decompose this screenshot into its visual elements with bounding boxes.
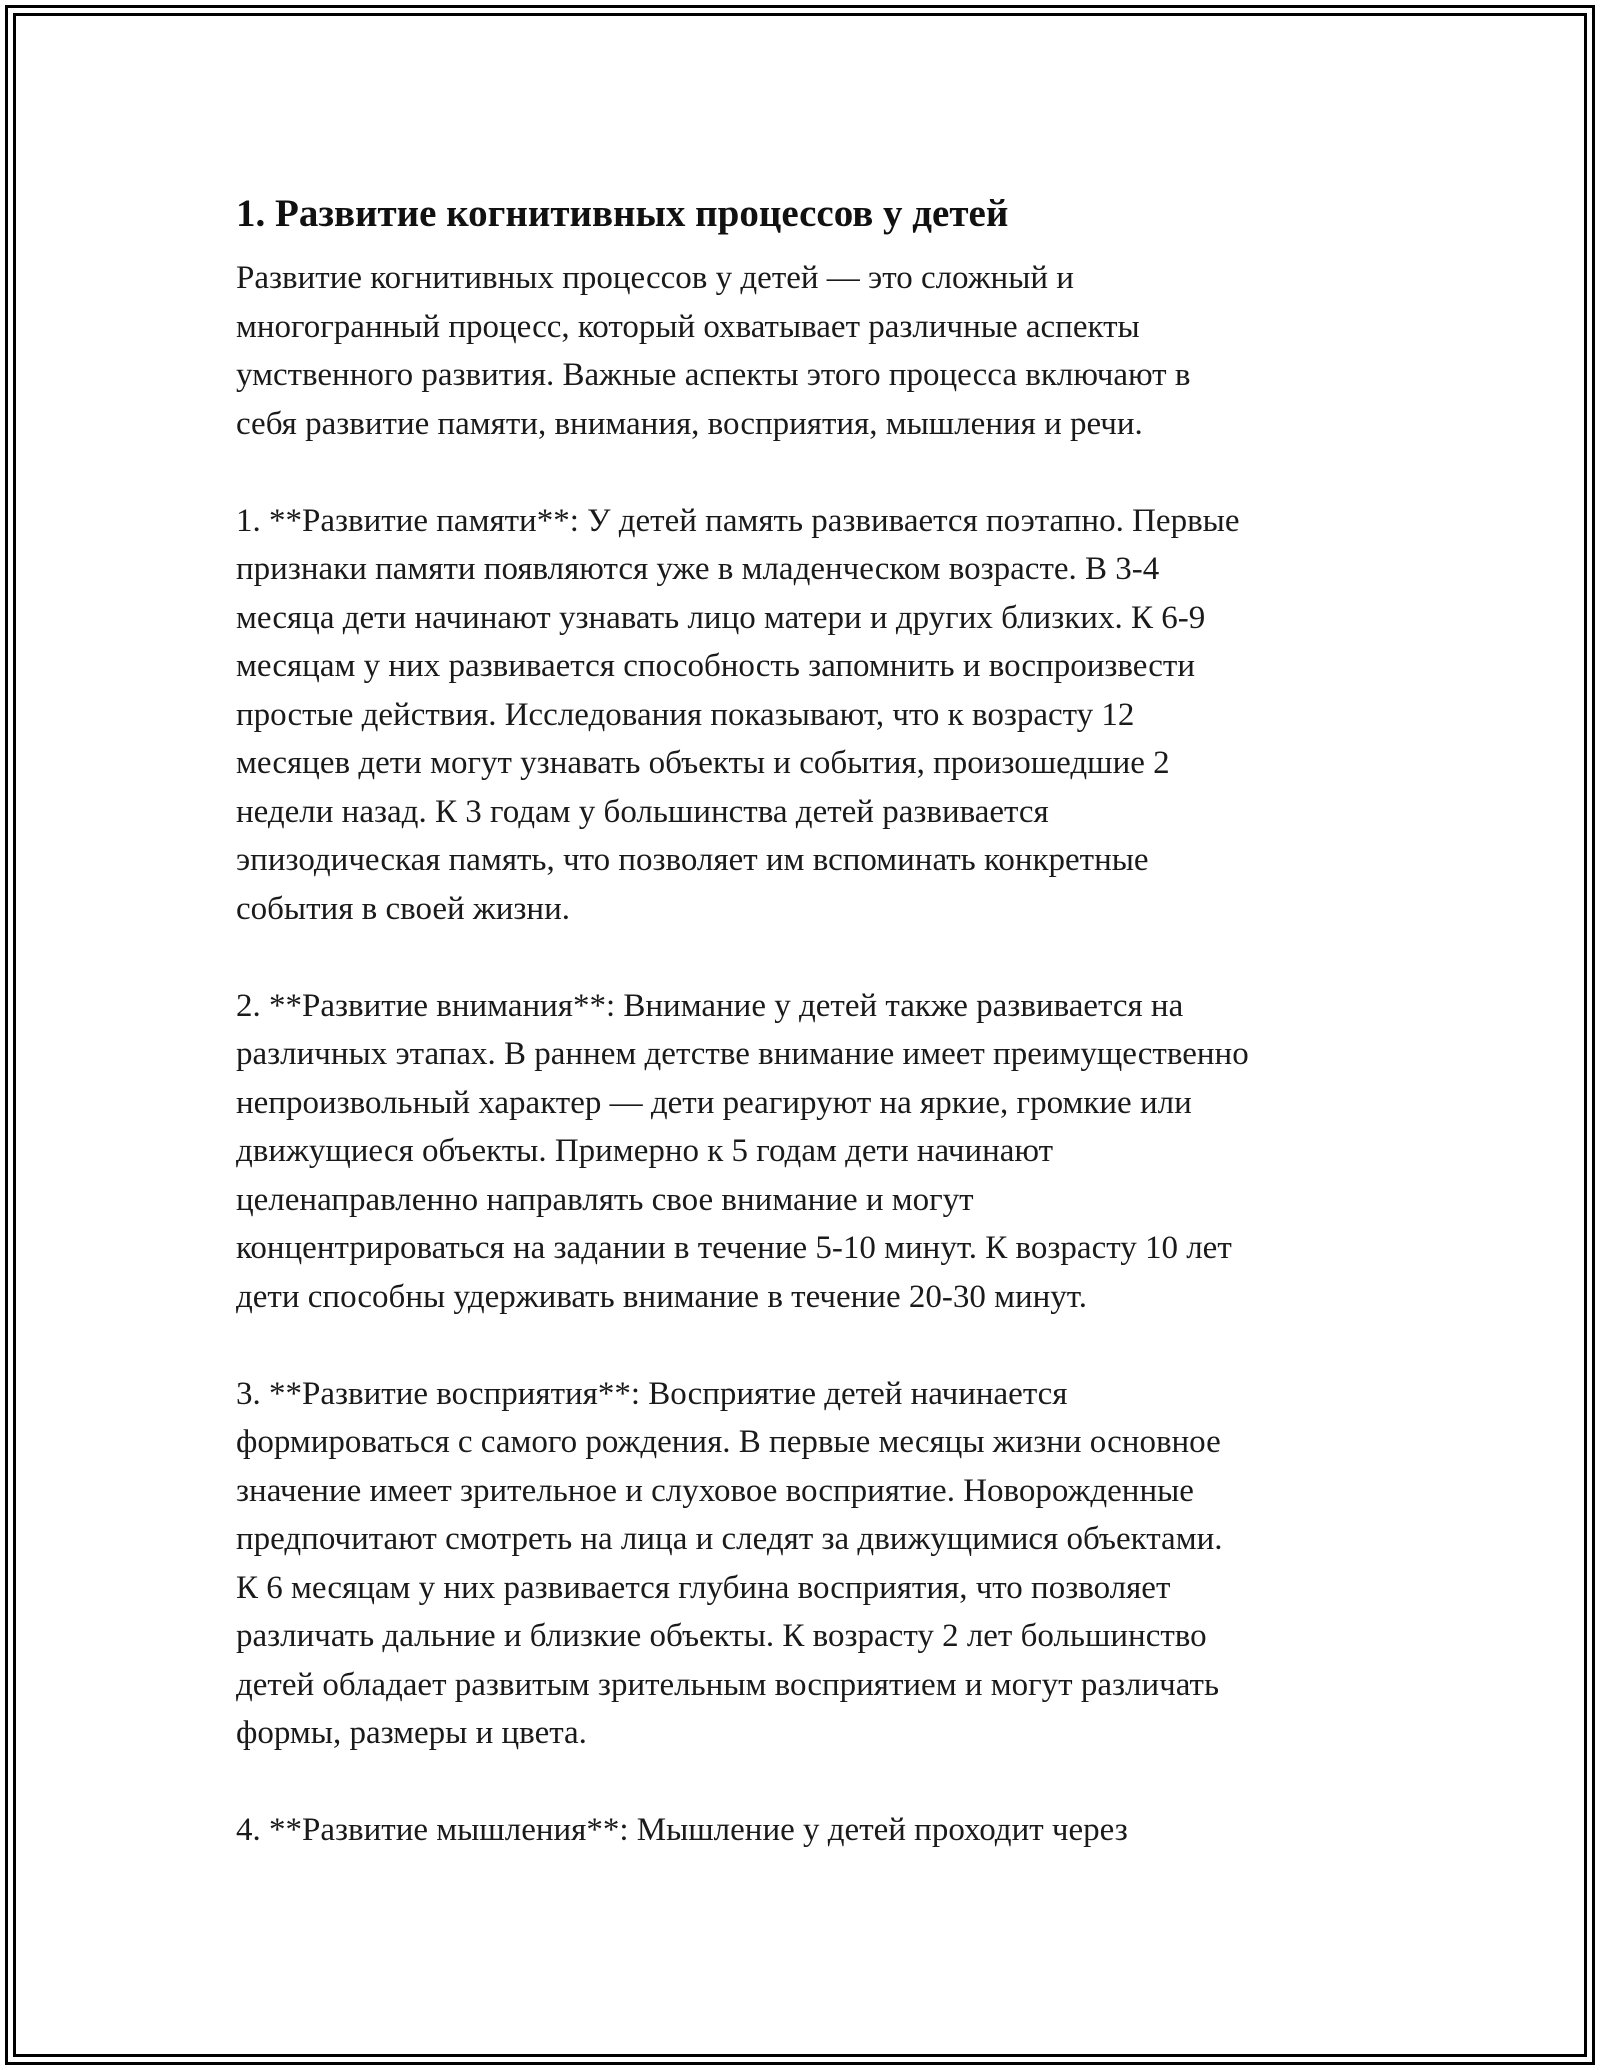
text-line: умственного развития. Важные аспекты этого процесса включают в <box>236 357 1191 393</box>
text-line: эпизодическая память, что позволяет им вспоминать конкретные <box>236 842 1149 878</box>
text-line: предпочитают смотреть на лица и следят за движущимися объектами. <box>236 1521 1223 1557</box>
text-line: целенаправленно направлять свое внимание и могут <box>236 1181 974 1218</box>
attention-paragraph <box>236 982 1376 1322</box>
text-line: непроизвольный характер — дети реагируют на яркие, громкие или <box>236 1084 1192 1121</box>
text-line: месяца дети начинают узнавать лицо матери и других близких. К 6-9 <box>236 599 1206 636</box>
text-line: 4. **Развитие мышления**: Мышление у детей проходит через <box>236 1812 1128 1848</box>
text-line: формы, размеры и цвета. <box>236 1715 587 1751</box>
text-line: дети способны удерживать внимание в течение 20-30 минут. <box>236 1278 1087 1315</box>
text-line: 3. **Развитие восприятия**: Восприятие детей начинается <box>236 1375 1068 1412</box>
text-line: недели назад. К 3 годам у большинства детей развивается <box>236 793 1049 830</box>
text-line: события в своей жизни. <box>236 890 570 927</box>
text-line: месяцев дети могут узнавать объекты и события, произошедшие 2 <box>236 745 1170 781</box>
text-line: многогранный процесс, который охватывает различные аспекты <box>236 308 1140 345</box>
text-line: концентрироваться на задании в течение 5-10 минут. К возрасту 10 лет <box>236 1230 1232 1266</box>
text-line: детей обладает развитым зрительным восприятием и могут различать <box>236 1666 1220 1703</box>
text-line: формироваться с самого рождения. В первые месяцы жизни основное <box>236 1424 1221 1460</box>
text-line: простые действия. Исследования показывают, что к возрасту 12 <box>236 696 1135 733</box>
thinking-paragraph <box>236 1806 1376 1855</box>
memory-paragraph <box>236 497 1376 934</box>
text-line: различать дальние и близкие объекты. К возрасту 2 лет большинство <box>236 1618 1207 1654</box>
text-line: К 6 месяцам у них развивается глубина восприятия, что позволяет <box>236 1569 1171 1606</box>
text-line: 2. **Развитие внимания**: Внимание у детей также развивается на <box>236 987 1184 1024</box>
intro-paragraph <box>236 254 1376 448</box>
text-line: различных этапах. В раннем детстве внимание имеет преимущественно <box>236 1036 1249 1072</box>
text-line: месяцам у них развивается способность запомнить и воспроизвести <box>236 648 1195 684</box>
text-line: себя развитие памяти, внимания, восприятия, мышления и речи. <box>236 405 1143 442</box>
section-heading: 1. Развитие когнитивных процессов у детей <box>236 192 1009 235</box>
text-line: значение имеет зрительное и слуховое восприятие. Новорожденные <box>236 1472 1194 1509</box>
text-line: 1. **Развитие памяти**: У детей память развивается поэтапно. Первые <box>236 502 1240 539</box>
text-line: признаки памяти появляются уже в младенческом возрасте. В 3-4 <box>236 551 1160 587</box>
document-body <box>236 188 1376 1855</box>
text-line: Развитие когнитивных процессов у детей — это сложный и <box>236 260 1074 296</box>
text-line: движущиеся объекты. Примерно к 5 годам дети начинают <box>236 1133 1054 1169</box>
perception-paragraph <box>236 1370 1376 1758</box>
